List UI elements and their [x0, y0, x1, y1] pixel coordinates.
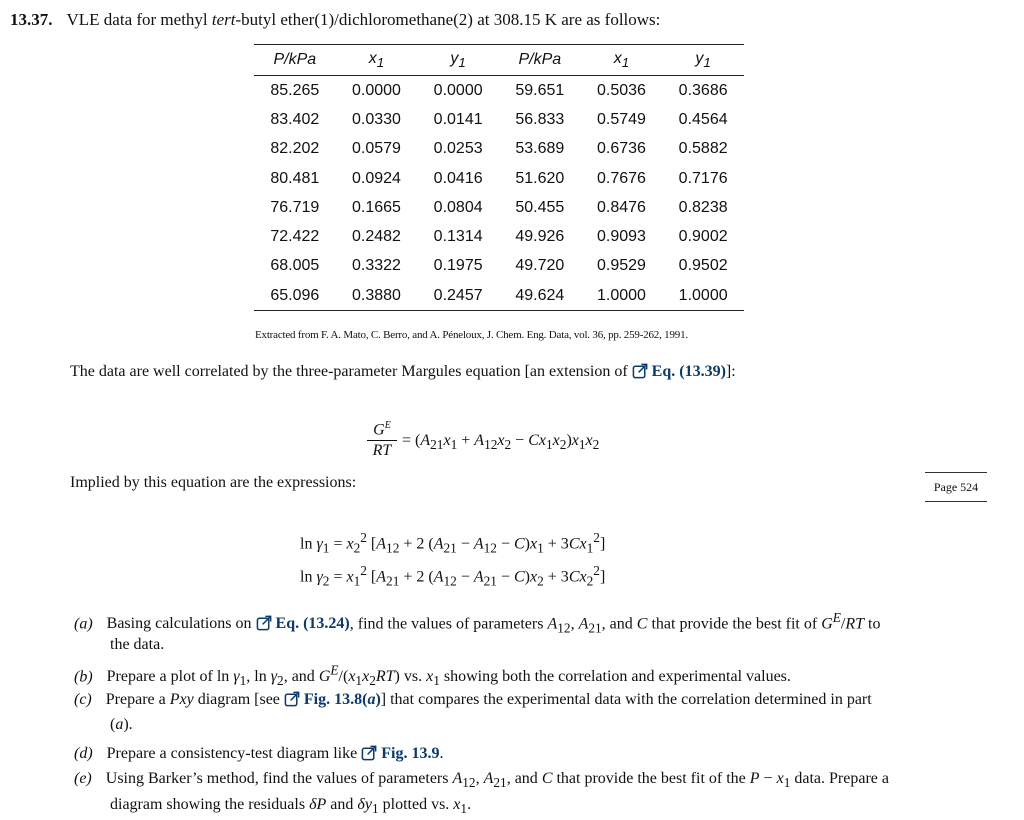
table-cell: 0.1314: [433, 228, 483, 246]
eq-13-39-label: Eq. (13.39): [651, 363, 726, 380]
fraction-denominator: RT: [372, 442, 392, 460]
table-cell: 0.9002: [678, 228, 728, 246]
header-y1-2: $y_1$: [662, 45, 744, 76]
table-cell: 0.9502: [678, 257, 728, 275]
table-cell: 59.651: [515, 81, 565, 99]
question-b-label: (b): [74, 668, 93, 686]
table-cell: 0.0804: [433, 198, 483, 216]
table-cell: 72.422: [270, 228, 320, 246]
question-b: (b) Prepare a plot of $\ln \gamma_1$, $\ln \gamma_2$, and $G^E/(x_1x_2RT)$ vs. $x_1$ showing both the correlation and experimental values.: [74, 663, 791, 689]
header-x1-1: $x_1$: [336, 45, 418, 76]
table-cell: 49.720: [515, 257, 565, 275]
question-a-label: (a): [74, 615, 93, 633]
ge-rt-fraction: [367, 420, 397, 460]
question-a-pre: Basing calculations on: [106, 615, 252, 633]
page-marker: Page 524: [925, 472, 987, 502]
intro-text: The data are well correlated by the three-parameter Margules equation [an extension of: [70, 363, 628, 380]
question-a: (a) Basing calculations on Eq. (13.24), find the values of parameters $A_{12}$, $A_{21}$, and C that provide the best fit of $G^E/RT$ to: [74, 610, 881, 636]
table-cell: 83.402: [270, 110, 320, 128]
table-cell: 51.620: [515, 169, 565, 187]
question-d-pre: Prepare a consistency-test diagram like: [106, 745, 358, 762]
header-pressure-1: P/kPa: [254, 45, 336, 76]
table-cell: 56.833: [515, 110, 565, 128]
table-cell: 1.0000: [581, 281, 663, 311]
margules-equation-rhs: = $(A_{21}x_1 + A_{12}x_2 - Cx_1x_2)x_1x_2$: [402, 432, 600, 453]
question-e-continued: diagram showing the residuals δP and $\delta y_1$ plotted vs. $x_1$.: [110, 796, 472, 817]
table-cell: 0.0141: [433, 110, 483, 128]
table-cell: 0.7176: [678, 169, 728, 187]
external-link-icon: [361, 744, 378, 761]
header-pressure-2: P/kPa: [499, 45, 581, 76]
problem-statement: VLE data for methyl tert-butyl ether(1)/dichloromethane(2) at 308.15 K are as follows:: [66, 10, 661, 29]
table-cell: 0.5882: [678, 140, 728, 158]
vle-data-table: [254, 44, 744, 311]
question-c-label: (c): [74, 691, 92, 708]
table-cell: 0.6736: [596, 140, 646, 158]
table-cell: 0.2482: [352, 228, 401, 246]
question-e-label: (e): [74, 770, 92, 787]
table-cell: 0.0579: [352, 140, 401, 158]
table-cell: 0.7676: [596, 169, 646, 187]
table-cell: 65.096: [254, 281, 336, 311]
table-cell: 0.8476: [596, 198, 646, 216]
table-cell: 53.689: [515, 140, 565, 158]
table-cell: 68.005: [270, 257, 320, 275]
intro-suffix: ]:: [725, 363, 736, 380]
eq-13-24-link[interactable]: [256, 615, 350, 632]
question-d-label: (d): [74, 745, 93, 762]
table-row: [254, 164, 744, 193]
question-c-continued: (a).: [110, 716, 133, 733]
question-a-continued: the data.: [110, 636, 165, 653]
table-cell: 0.0416: [433, 169, 483, 187]
table-cell: 0.0924: [352, 169, 401, 187]
header-y1-1: $y_1$: [417, 45, 499, 76]
table-cell: 76.719: [270, 198, 320, 216]
fraction-numerator: $G^E$: [367, 420, 397, 441]
intro-paragraph: [70, 362, 736, 381]
source-credit: Extracted from F. A. Mato, C. Berro, and A. Péneloux, J. Chem. Eng. Data, vol. 36, pp. 259-262, 1991.: [255, 329, 688, 341]
eq-13-39-link[interactable]: [632, 363, 726, 380]
question-d: [74, 744, 443, 763]
table-row: [254, 193, 744, 222]
table-header-row: [254, 45, 744, 76]
table-row: [254, 281, 744, 311]
header-x1-2: $x_1$: [581, 45, 663, 76]
table-cell: 0.3686: [678, 81, 728, 99]
external-link-icon: [284, 690, 301, 707]
table-cell: 50.455: [515, 198, 565, 216]
fig-13-9-label: Fig. 13.9: [381, 745, 440, 762]
table-row: [254, 135, 744, 164]
table-cell: 0.8238: [678, 198, 728, 216]
implied-text: Implied by this equation are the expressions:: [70, 474, 357, 491]
table-cell: 0.3322: [352, 257, 401, 275]
table-row: [254, 252, 744, 281]
table-cell: 49.624: [499, 281, 581, 311]
table-cell: 0.5749: [596, 110, 646, 128]
table-body: [254, 76, 744, 311]
question-c: (c) Prepare a Pxy diagram [see Fig. 13.8(a)] that compares the experimental data with the correlation determined in part: [74, 691, 872, 708]
table-cell: 0.0330: [352, 110, 401, 128]
eq-13-24-label: Eq. (13.24): [275, 615, 350, 633]
question-d-post: .: [439, 745, 444, 762]
table-cell: 0.1975: [433, 257, 483, 275]
table-cell: 0.9529: [596, 257, 646, 275]
table-cell: 0.2457: [417, 281, 499, 311]
table-cell: 0.0253: [433, 140, 483, 158]
table-row: [254, 76, 744, 106]
table-cell: 0.1665: [352, 198, 401, 216]
table-row: [254, 222, 744, 251]
table-cell: 0.9093: [596, 228, 646, 246]
problem-number: 13.37.: [10, 10, 53, 29]
table-cell: 0.0000: [352, 81, 401, 99]
table-cell: 0.4564: [678, 110, 728, 128]
table-cell: 82.202: [270, 140, 320, 158]
question-e: (e) Using Barker’s method, find the values of parameters $A_{12}$, $A_{21}$, and C that provide the best fit of the $P - x_1$ data. Prepare a: [74, 770, 889, 791]
table-cell: 0.0000: [433, 81, 483, 99]
ln-gamma2-equation: $\ln \gamma_2 = x_1^2$ [$A_{21} + 2$ $(A_{12} - A_{21} - C)x_2 + 3Cx_2^2$]: [300, 563, 606, 589]
fig-13-8a-link[interactable]: Fig. 13.8(a): [284, 691, 381, 708]
table-cell: 49.926: [515, 228, 565, 246]
problem-header: [10, 10, 660, 30]
ln-gamma1-equation: $\ln \gamma_1 = x_2^2$ [$A_{12} + 2$ $(A_{21} - A_{12} - C)x_1 + 3Cx_1^2$]: [300, 530, 606, 556]
table-row: [254, 105, 744, 134]
table-cell: 85.265: [270, 81, 320, 99]
table-cell: 80.481: [270, 169, 320, 187]
table-cell: 0.3880: [336, 281, 418, 311]
external-link-icon: [632, 362, 649, 379]
fig-13-9-link[interactable]: [361, 745, 439, 762]
table-cell: 1.0000: [662, 281, 744, 311]
external-link-icon: [256, 614, 273, 631]
table-cell: 0.5036: [596, 81, 646, 99]
